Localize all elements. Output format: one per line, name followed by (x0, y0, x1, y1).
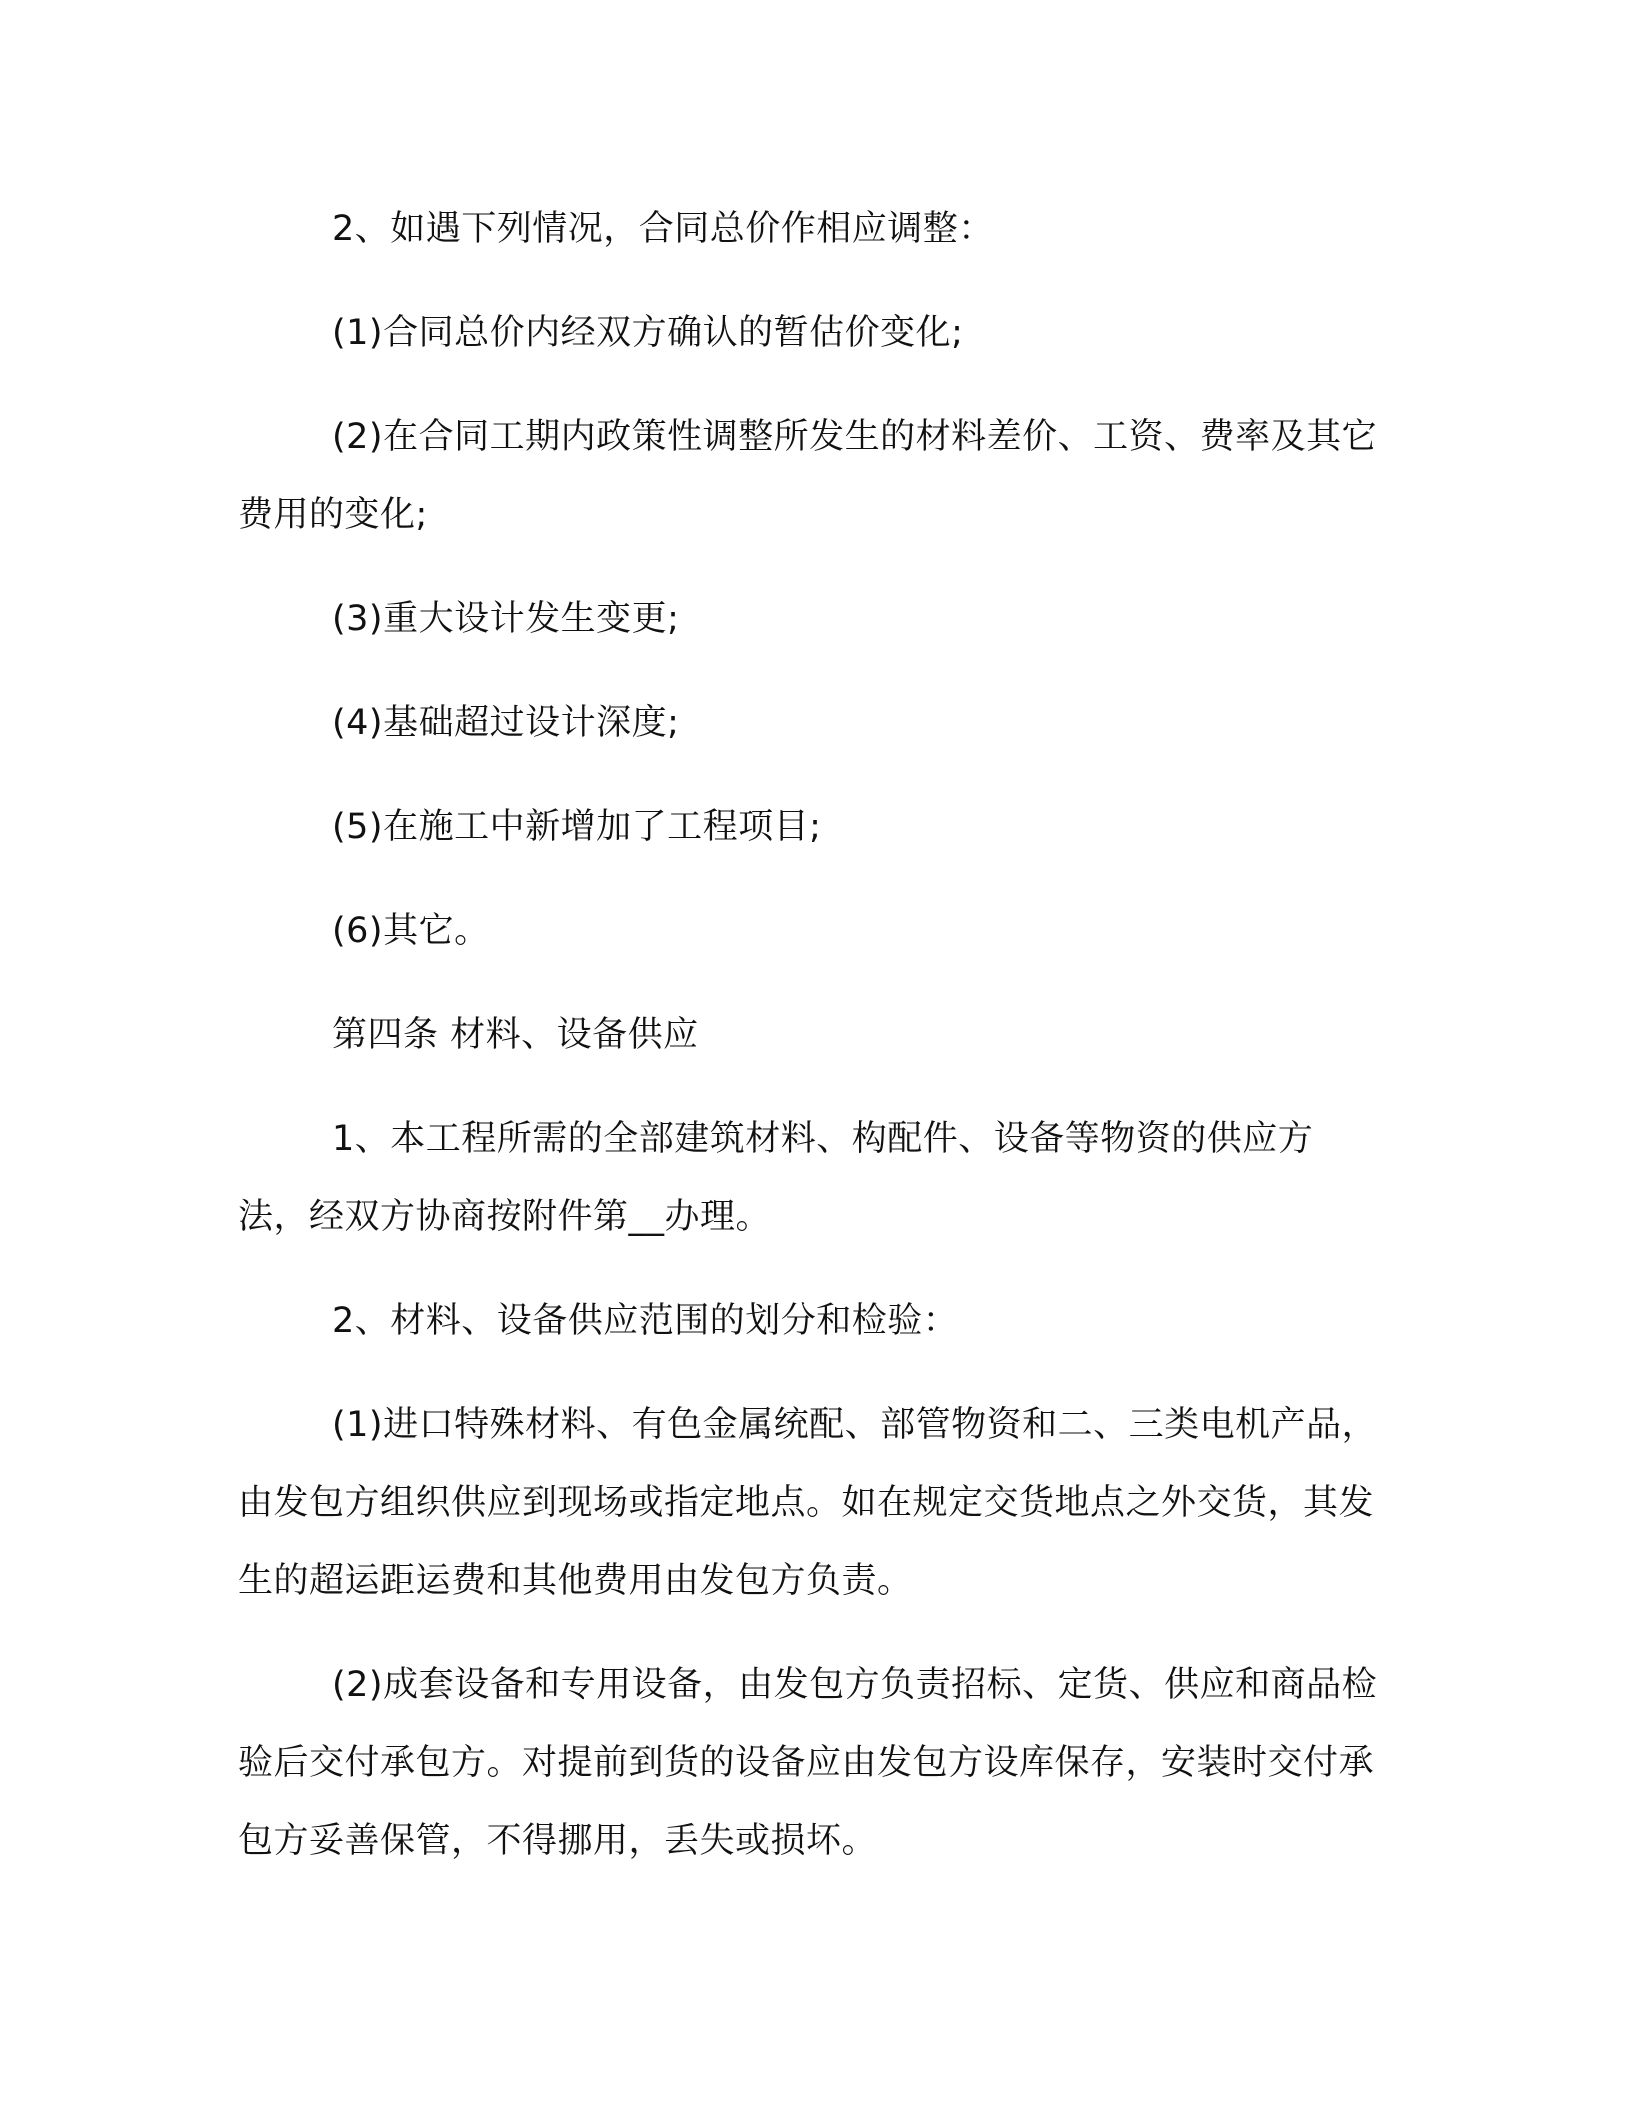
article-4-heading: 第四条 材料、设备供应 (332, 1015, 699, 1055)
supply-item-1: (1)进口特殊材料、有色金属统配、部管物资和二、三类电机产品，由发包方组织供应到现场或指定地点。如在规定交货地点之外交货，其发生的超运距运费和其他费用由发包方负责。 (238, 1405, 1378, 1601)
supply-item-2: (2)成套设备和专用设备，由发包方负责招标、定货、供应和商品检验后交付承包方。对提前到货的设备应由发包方设库保存，安装时交付承包方妥善保管，不得挪用，丢失或损坏。 (238, 1665, 1378, 1861)
adjustment-item-1: (1)合同总价内经双方确认的暂估价变化; (332, 313, 964, 353)
supply-clause-1: 1、本工程所需的全部建筑材料、构配件、设备等物资的供应方法，经双方协商按附件第__办理。 (238, 1119, 1314, 1237)
adjustment-item-5: (5)在施工中新增加了工程项目; (332, 807, 822, 847)
document-body (238, 190, 1378, 1906)
adjustment-item-4: (4)基础超过设计深度; (332, 703, 680, 743)
adjustment-item-3: (3)重大设计发生变更; (332, 599, 680, 639)
adjustment-item-2: (2)在合同工期内政策性调整所发生的材料差价、工资、费率及其它费用的变化; (238, 417, 1378, 535)
adjustment-item-6: (6)其它。 (332, 911, 490, 951)
clause-2-price-adjustment-heading: 2、如遇下列情况，合同总价作相应调整： (332, 209, 994, 249)
supply-clause-2-heading: 2、材料、设备供应范围的划分和检验： (332, 1301, 959, 1341)
